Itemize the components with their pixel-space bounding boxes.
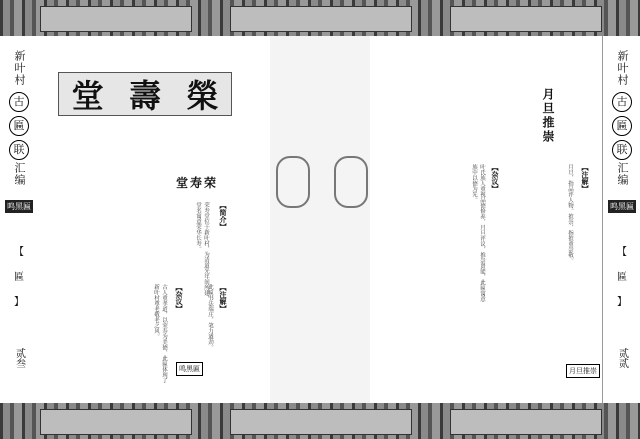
plaque-char: 壽 — [128, 77, 161, 115]
right-stamp: 月旦推崇 — [566, 364, 600, 378]
left-page-title: 堂寿荣 — [176, 176, 219, 190]
bottom-decorative-border — [0, 403, 640, 439]
brand-title: 新叶村 — [13, 50, 26, 86]
intro-label: 【简介】 — [219, 202, 228, 230]
note-text: 此匾书法端庄，笔力遒劲。 — [207, 284, 213, 350]
right-sidebar — [602, 36, 640, 403]
plaque-char: 榮 — [186, 77, 219, 115]
left-stamp: 鸣黑匾 — [176, 362, 203, 376]
page-number: 贰贰 — [616, 348, 628, 368]
series-tag: 鸣黑匾 — [7, 202, 31, 211]
bracket-close: 】 — [14, 297, 24, 308]
section-char: 匾 — [617, 272, 627, 283]
essay-label: 【杂议】 — [175, 284, 184, 312]
essay-label: 【杂议】 — [491, 164, 500, 192]
top-decorative-border — [0, 0, 640, 36]
scroll-ornament-icon — [334, 156, 368, 208]
page-number: 贰叁 — [13, 348, 25, 368]
bracket-open: 【 — [14, 247, 24, 258]
brand-title: 新叶村 — [616, 50, 629, 86]
bottom-border-panel — [450, 409, 602, 435]
note-label: 【注解】 — [219, 284, 228, 312]
series-tag: 鸣黑匾 — [610, 202, 634, 211]
essay-text: 古人重孝道，以荣寿为美德，此匾体现了新叶村尊老敬老之风。 — [153, 284, 167, 383]
bottom-border-panel — [40, 409, 192, 435]
right-page-title: 月旦推崇 — [541, 88, 555, 144]
top-border-panel — [40, 6, 192, 32]
book-gutter — [270, 36, 370, 403]
note-label: 【注解】 — [581, 164, 590, 192]
essay-text: 叶氏族人重视品德修养，月旦评议，推崇贤能，此匾寓意族中以德为先。 — [471, 164, 485, 302]
seal-char: 古 — [612, 92, 632, 112]
left-sidebar — [0, 36, 39, 403]
seal-char: 匾 — [9, 116, 29, 136]
top-border-panel — [450, 6, 602, 32]
scroll-ornament-icon — [276, 156, 310, 208]
plaque-image — [58, 72, 232, 116]
brand-subtitle: 汇编 — [13, 162, 26, 186]
seal-char: 匾 — [612, 116, 632, 136]
seal-char: 古 — [9, 92, 29, 112]
section-char: 匾 — [14, 272, 24, 283]
bracket-open: 【 — [617, 247, 627, 258]
bracket-close: 】 — [617, 297, 627, 308]
seal-char: 联 — [9, 140, 29, 160]
note-text: 月旦，指品评人物。推崇，指推重崇敬。 — [567, 164, 573, 263]
top-border-panel — [230, 6, 412, 32]
plaque-char: 堂 — [71, 77, 104, 115]
seal-char: 联 — [612, 140, 632, 160]
brand-subtitle: 汇编 — [616, 162, 629, 186]
bottom-border-panel — [230, 409, 412, 435]
intro-text: 荣寿堂位于新叶村，为清道光年间所建，堂名寓意荣华长寿。 — [195, 202, 209, 301]
